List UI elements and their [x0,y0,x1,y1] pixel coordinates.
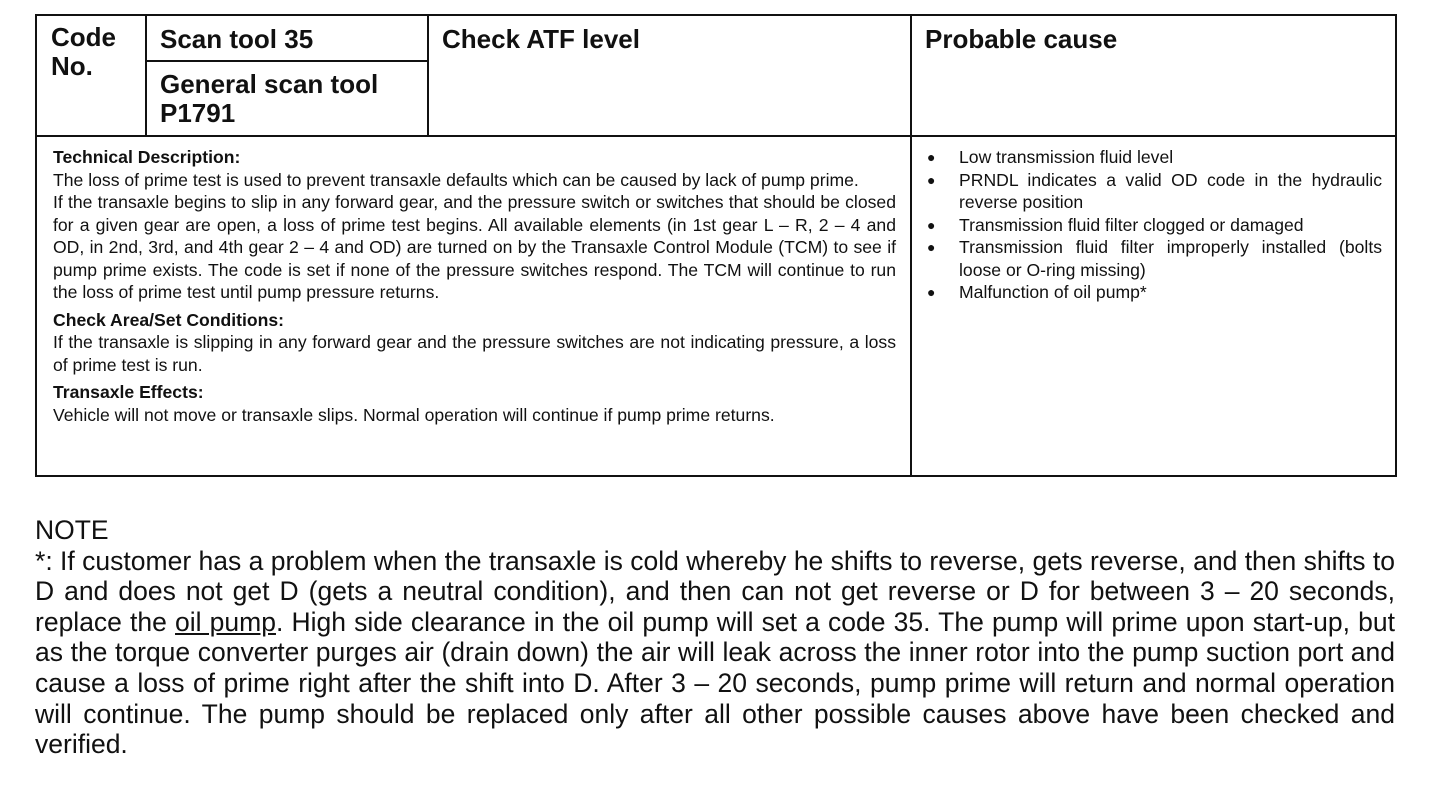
technical-description-paragraph-1: The loss of prime test is used to prevent transaxle defaults which can be caused by lack of pump prime. [53,169,859,190]
list-item [927,214,1382,237]
note-text-after: . High side clearance in the oil pump will set a code 35. The pump will prime upon start-up, but as the torque converter purges air (drain down) the air will leak across the inner rotor into the pump suction port and cause a loss of prime right after the shift into D. After 3 – 20 seconds, pump prime will return and normal operation will continue. The pump should be replaced only after all other possible causes above have been checked and verified. [35,606,1395,760]
note-section [35,515,1395,760]
description-cell [53,146,896,426]
diagnostic-table [35,14,1397,477]
note-title: NOTE [35,515,109,545]
transaxle-effects-text: Vehicle will not move or transaxle slips. Normal operation will continue if pump prime returns. [53,404,775,425]
code-column-divider [145,16,147,137]
bullet-icon: ● [927,216,936,233]
code-no-header: Code No. [51,22,116,81]
note-body [35,546,1395,760]
bullet-icon: ● [927,284,936,300]
scan-tool-divider [147,60,429,62]
technical-description-paragraph-2: If the transaxle begins to slip in any forward gear, and the pressure switch or switches that should be closed for a given gear are open, a loss of prime test begins. All available elements (in 1st gear L – R, 2 – 4 and OD, in 2nd, 3rd, and 4th gear 2 – 4 and OD) are turned on by the Transaxle Control Module (TCM) to see if pump prime exists. The code is set if none of the pressure switches respond. The TCM will continue to run the loss of prime test until pump pressure returns. [53,192,896,302]
probable-cause-list [927,146,1382,304]
check-header: Check ATF level [442,24,640,54]
list-item [927,169,1382,214]
cause-text: PRNDL indicates a valid OD code in the hydraulic reverse position [959,169,1382,212]
bullet-icon: ● [927,239,936,255]
check-area-heading: Check Area/Set Conditions: [53,309,285,330]
list-item [927,281,1382,304]
oil-pump-reference: oil pump [175,606,276,637]
cause-text: Low transmission fluid level [959,147,1174,167]
cause-text: Transmission fluid filter clogged or damaged [959,214,1304,235]
list-item [927,146,1382,169]
header-divider [37,135,1395,137]
general-scan-tool-header: General scan tool P1791 [160,69,379,128]
probable-cause-header: Probable cause [925,24,1118,54]
bullet-icon: ● [927,171,936,188]
scan-tool-column-divider [427,16,429,137]
scan-tool-header: Scan tool 35 [160,24,314,54]
cause-column-divider [910,16,912,475]
technical-description-heading: Technical Description: [53,147,241,167]
note-text-before: *: If customer has a problem when the transaxle is cold whereby he shifts to reverse, gets reverse, and then shifts to D and does not get D (gets a neutral condition), and then can not get reverse or D for between 3 – 20 seconds, replace the [35,545,1395,637]
cause-text: Malfunction of oil pump* [959,282,1147,302]
check-area-text: If the transaxle is slipping in any forward gear and the pressure switches are not indicating pressure, a loss of prime test is run. [53,332,896,375]
cause-text: Transmission fluid filter improperly installed (bolts loose or O-ring missing) [959,237,1382,280]
bullet-icon: ● [927,149,936,165]
list-item [927,236,1382,281]
transaxle-effects-heading: Transaxle Effects: [53,382,204,402]
